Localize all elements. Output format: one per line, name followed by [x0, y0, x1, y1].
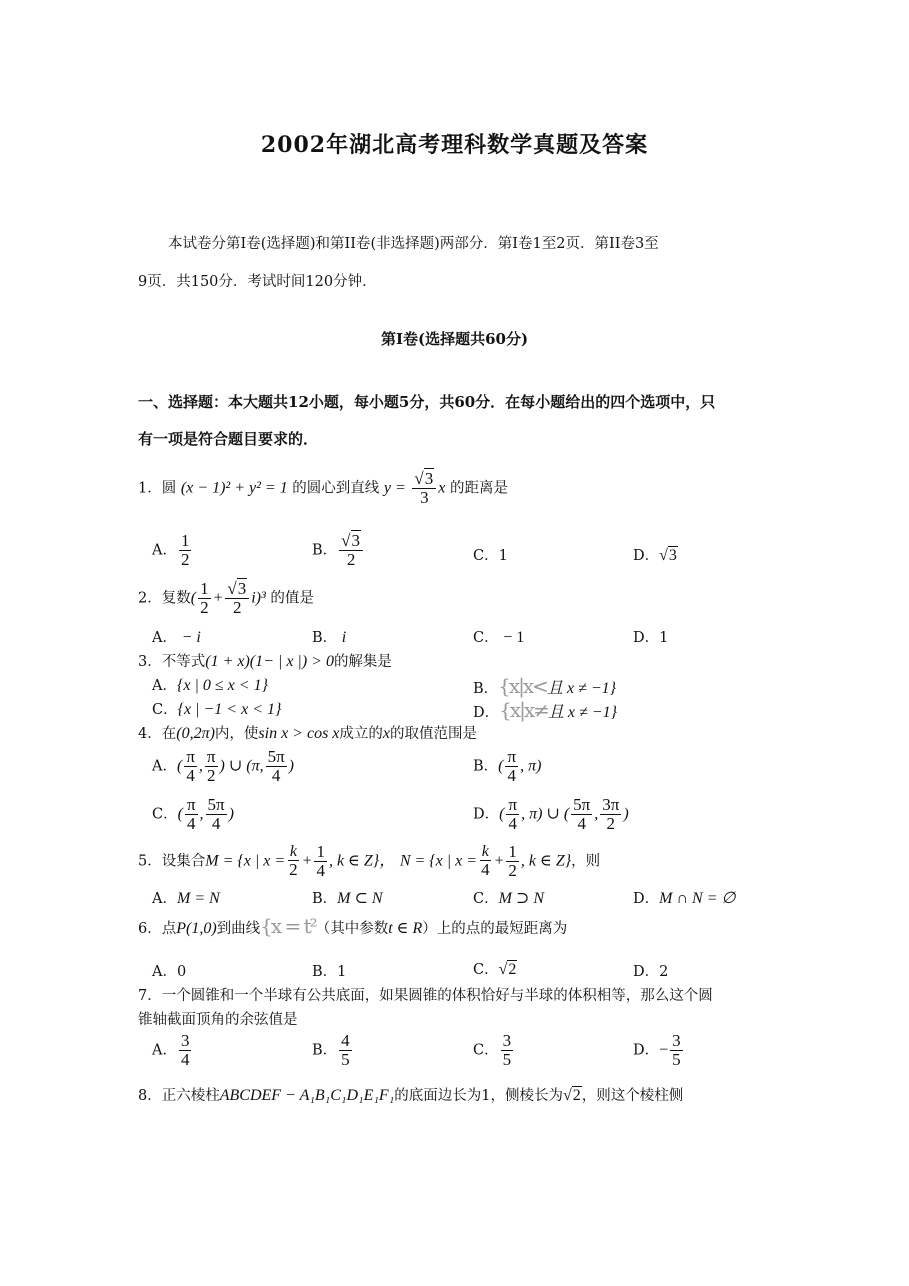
q1-circle-equation: (x − 1)² + y² = 1: [180, 479, 288, 497]
q7-option-b: B． $\frac{4}{5}$: [312, 1031, 350, 1069]
part-title-line-2: 有一项是符合题目要求的．: [138, 430, 319, 448]
question-8: 8．正六棱柱ABCDEF − A₁B₁C₁D₁E₁F₁的底面边长为1，侧棱长为√ 2，则这个棱柱侧: [138, 1084, 683, 1105]
page-title: 2002年湖北高考理科数学真题及答案: [260, 132, 649, 158]
q1-text-mid: 的圆心到直线: [292, 480, 380, 497]
intro-line-2: 9页．共150分．考试时间120分钟．: [138, 274, 377, 290]
q6-curve: {x = t²: [260, 914, 316, 938]
question-6: 6．点P(1,0)到曲线{x = t²（其中参数t ∈ R）上的点的最短距离为: [138, 914, 568, 938]
q7-option-c: C． $\frac{3}{5}$: [473, 1031, 512, 1069]
q1-option-c: C．1: [473, 548, 508, 564]
q7-option-a: A． $\frac{3}{4}$: [152, 1031, 190, 1069]
q6-option-d: D．2: [633, 964, 669, 980]
question-1: 1．圆 (x − 1)² + y² = 1 的圆心到直线 y = √ $\frac{3}{3}$ x 的距离是: [138, 470, 508, 507]
q1-text-tail: 的距离是: [449, 480, 508, 497]
q2-number: 2．复数: [138, 590, 191, 607]
q6-option-c: C．√ 2: [473, 958, 517, 979]
q2-text-tail: 的值是: [270, 590, 314, 607]
q2-option-a: A． − i: [152, 629, 201, 646]
q1-line-slope: √ $\frac{3}{3}$: [412, 470, 436, 507]
q2-option-c: C． − 1: [473, 629, 525, 646]
q5-option-b: B．M ⊂ N: [312, 890, 383, 907]
q4-option-d: D．( $\frac{\pi}{4}$ , π) ∪ ( $\frac{5\pi}{4}$ , $\frac{3\pi}{2}$ ): [473, 795, 629, 833]
part-title: [138, 384, 778, 458]
q8-prism: ABCDEF − A₁B₁C₁D₁E₁F₁: [219, 1087, 395, 1104]
q1-line-lhs: y =: [383, 479, 406, 497]
q4-option-c: C．( $\frac{\pi}{4}$ , $\frac{5\pi}{4}$ ): [152, 795, 234, 833]
q5-option-c: C．M ⊃ N: [473, 890, 545, 907]
intro-line-1: 本试卷分第I卷(选择题)和第II卷(非选择题)两部分．第I卷1至2页．第II卷3至: [168, 236, 659, 252]
q2-option-b: B． i: [312, 629, 347, 646]
question-5: 5．设集合M = {x | x = $\frac{k}{2}$ + $\frac{1}{4}$ , k ∈ Z}， N = {x | x = $\frac{k}{4}$ + $\frac{1}{2}$ , k ∈ Z}，则: [138, 842, 601, 880]
q6-point: P(1,0): [176, 920, 217, 937]
question-2: 2．复数( $\frac{1}{2}$ + √ $\frac{3}{2}$ i)³ 的值是: [138, 580, 314, 617]
intro-paragraph: [138, 225, 778, 301]
q4-option-a: A．( $\frac{\pi}{4}$ , $\frac{\pi}{2}$ ) ∪ (π, $\frac{5\pi}{4}$ ): [152, 747, 294, 785]
question-4: 4．在(0,2π)内，使sin x > cos x成立的x的取值范围是: [138, 725, 478, 742]
q1-option-d: D．√ 3: [633, 544, 678, 565]
q3-option-a: A．{x | 0 ≤ x < 1}: [152, 677, 268, 694]
q6-option-a: A．0: [152, 964, 187, 980]
q5-option-a: A．M = N: [152, 890, 220, 907]
q3-option-c: C．{x | −1 < x < 1}: [152, 701, 282, 718]
q4-option-b: B．( $\frac{\pi}{4}$ , π): [473, 747, 542, 785]
q2-option-d: D．1: [633, 630, 669, 646]
q6-option-b: B．1: [312, 964, 347, 980]
q3-option-d: D．{x|x≠且 x ≠ −1}: [473, 698, 618, 722]
q1-option-a: A． $\frac{1}{2}$: [152, 531, 190, 569]
q3-option-b: B．{x|x<且 x ≠ −1}: [473, 674, 617, 698]
q5-option-d: D．M ∩ N = ∅: [633, 890, 736, 907]
q3-inequality: (1 + x)(1− | x |) > 0: [205, 653, 334, 670]
question-3: 3．不等式(1 + x)(1− | x |) > 0的解集是: [138, 653, 392, 670]
q7-option-d: D．− $\frac{3}{5}$: [633, 1031, 681, 1069]
part-title-line-1: 一、选择题：本大题共12小题，每小题5分，共60分．在每小题给出的四个选项中，只: [138, 393, 716, 411]
q1-option-b: B． √ $\frac{3}{2}$: [312, 532, 365, 569]
question-7: 7．一个圆锥和一个半球有公共底面，如果圆锥的体积恰好与半球的体积相等，那么这个圆 锥轴截面顶角的余弦值是: [138, 988, 713, 1028]
section-title: 第I卷(选择题共60分): [380, 330, 529, 348]
q1-number: 1．圆: [138, 480, 177, 497]
